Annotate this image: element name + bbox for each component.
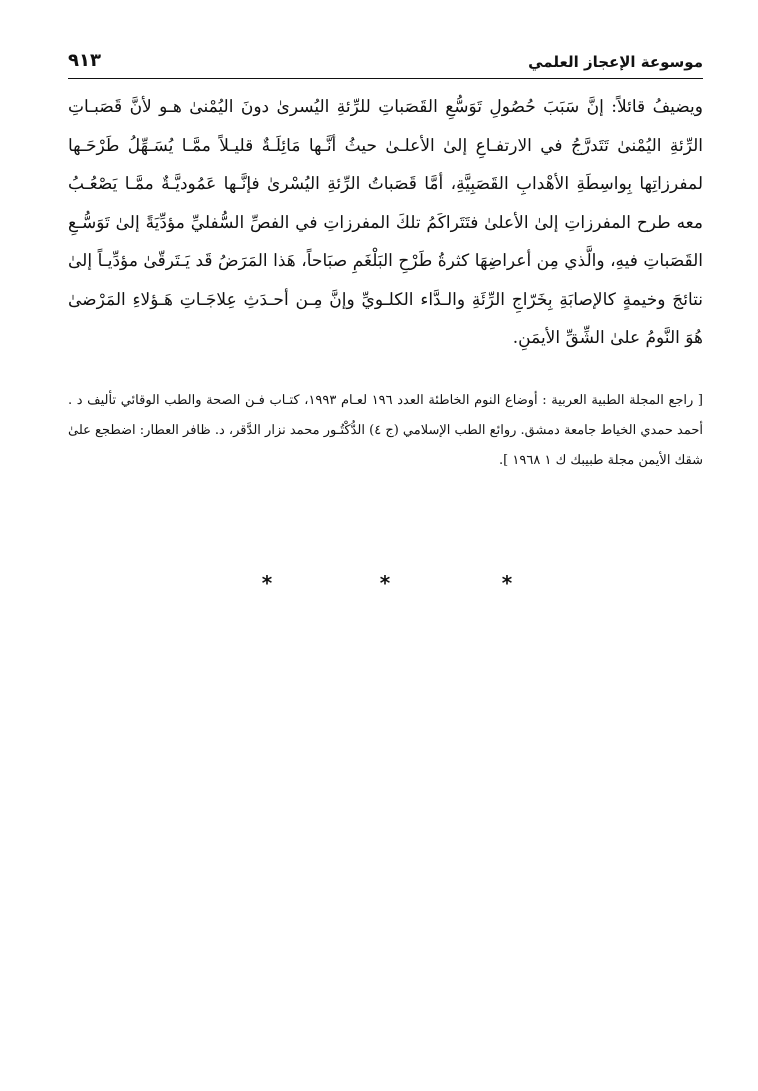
- page-header: [68, 50, 703, 76]
- separator-asterisk: *: [501, 571, 513, 595]
- reference-note: [ راجع المجلة الطبية العربية : أوضاع النوم الخاطئة العدد ١٩٦ لعـام ١٩٩٣، كتـاب فـن الصحة والطب الوقائي تأليف د . أحمد حمدي الخياط جامعة دمشق. روائع الطب الإسلامي (ج ٤) الدُّكْتُـور محمد نزار الدَّقر، د. ظافر العطار: اضطجع علىٰ شقك الأيمن مجلة طبيبك ك ١ ١٩٦٨ ].: [68, 393, 703, 468]
- page-number: ٩١٣: [68, 50, 101, 71]
- separator-asterisk: *: [261, 571, 273, 595]
- body-paragraph: ويضيفُ قائلاً: إنَّ سَبَبَ حُصُولِ تَوَسُّعِ القَصَباتِ للرِّئةِ اليُسرىٰ دونَ اليُمْنىٰ هـو لأنَّ قَصَبـاتِ الرِّئةِ اليُمْنىٰ تَتَدرَّجُ في الارتفـاعِ إلىٰ الأعلـىٰ حيثُ أنَّـها مَائِلَـةٌ قليـلاً ممَّـا يُسَـهِّلُ طَرْحَـها لمفرزاتِها بِواسِطَةِ الأهْدابِ القَصَبِيَّةِ، أمَّا قَصَباتُ الرِّئةِ اليُسْرىٰ فإنَّـها عَمُوديَّـةٌ ممَّـا يَصْعُـبُ معه طرح المفرزاتِ إلىٰ الأعلىٰ فتَتَراكَمُ تلكَ المفرزاتِ في الفصِّ السُّفليِّ مؤدِّيَةً إلىٰ تَوَسُّـعِ القَصَباتِ فيهِ، والَّذي مِن أعراضِهَا كثرةُ طَرْحِ البَلْغَمِ صبَاحاً، هَذا المَرَضُ قَد يَـتَرقّىٰ مؤدِّيـاً إلىٰ نتائجَ وخيمةٍ كالإصابَةِ بِخَرّاجِ الرِّئَةِ والـدَّاء الكلـويِّ وإنَّ مِـن أحـدَثِ عِلاجَـاتِ هَـؤلاءِ المَرْضىٰ هُوَ النَّومُ علىٰ الشِّقِّ الأيمَنِ.: [68, 97, 703, 348]
- separator-asterisk: *: [379, 571, 391, 595]
- running-title: موسوعة الإعجاز العلمي: [528, 53, 703, 71]
- header-rule: [68, 78, 703, 79]
